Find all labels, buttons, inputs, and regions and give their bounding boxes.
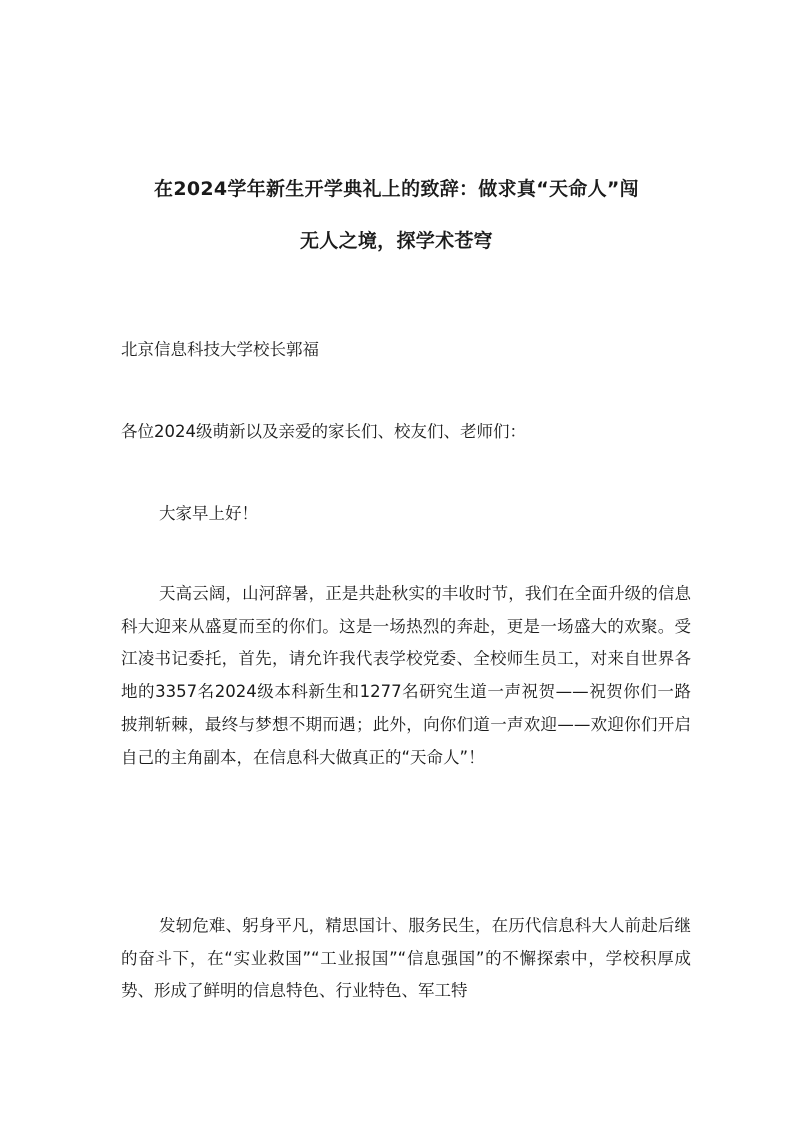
body-paragraph-2: 发轫危难、躬身平凡，精思国计、服务民生，在历代信息科大人前赴后继的奋斗下，在“实业救国”“工业报国”“信息强国”的不懈探索中，学校积厚成势、形成了鲜明的信息特色、行业特色、军工特 (121, 916, 691, 1001)
document-title-line-1: 在2024学年新生开学典礼上的致辞：做求真“天命人”闯 (154, 178, 639, 200)
document-title-line-2: 无人之境，探学术苍穹 (299, 230, 493, 252)
greeting: 大家早上好！ (159, 504, 258, 523)
salutation: 各位2024级萌新以及亲爱的家长们、校友们、老师们： (121, 422, 526, 441)
author-line: 北京信息科技大学校长郭福 (121, 340, 319, 359)
body-paragraph-1: 天高云阔，山河辞暑，正是共赴秋实的丰收时节，我们在全面升级的信息科大迎来从盛夏而至的你们。这是一场热烈的奔赴，更是一场盛大的欢聚。受江凌书记委托，首先，请允许我代表学校党委、全校师生员工，对来自世界各地的3357名2024级本科新生和1277名研究生道一声祝贺——祝贺你们一路披荆斩棘，最终与梦想不期而遇；此外，向你们道一声欢迎——欢迎你们开启自己的主角副本，在信息科大做真正的“天命人”！ (121, 584, 691, 767)
